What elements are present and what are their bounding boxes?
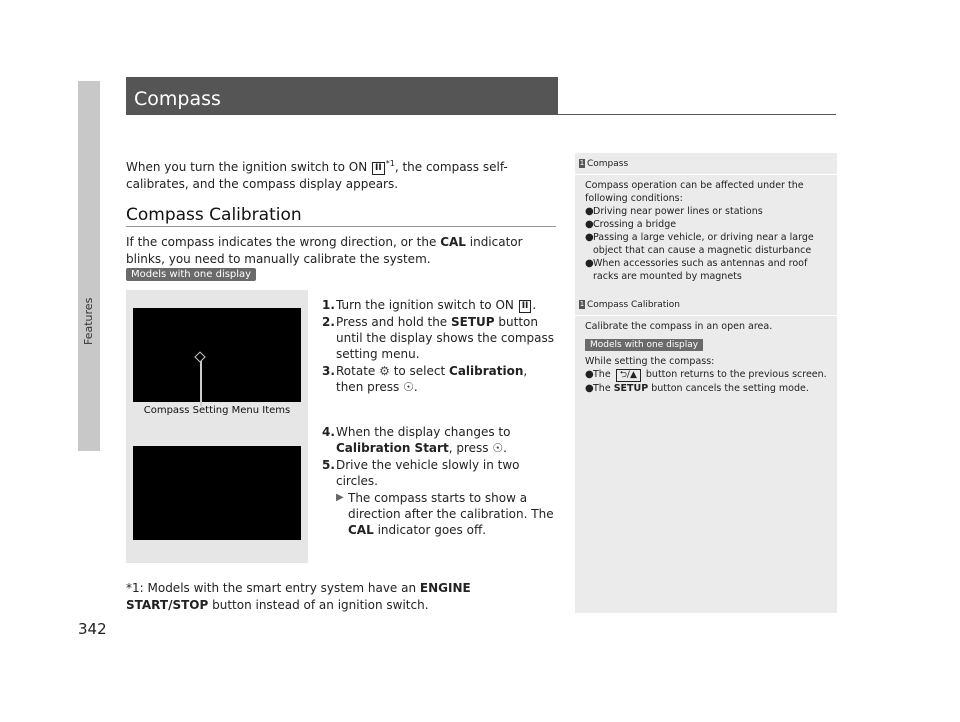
result-text-a: The compass starts to show a direction after the calibration. The: [348, 491, 554, 521]
intro-text-a: When you turn the ignition switch to ON: [126, 160, 372, 174]
step-1-text: Turn the ignition switch to ON: [336, 298, 518, 312]
step-text: [336, 314, 558, 362]
list-item-text: Passing a large vehicle, or driving near a large object that can cause a magnetic disturbance: [593, 232, 814, 256]
list-item: [585, 231, 827, 257]
page-number: 342: [78, 620, 107, 638]
step-3-text-a: Rotate: [336, 364, 380, 378]
step-2-text-b: button until the display shows the compass setting menu.: [336, 315, 555, 361]
note-calibration: [575, 297, 837, 395]
list-item: [585, 205, 827, 218]
result-text-b: indicator goes off.: [373, 523, 487, 537]
item-text-b: button returns to the previous screen.: [642, 369, 827, 380]
back-button-icon: ⮌/▲: [616, 369, 641, 382]
calibration-text-a: If the compass indicates the wrong direction, or the: [126, 235, 441, 249]
header-rule: [126, 114, 836, 115]
intro-text-b: , the compass self-calibrates, and the compass display appears.: [126, 160, 508, 191]
setup-button-label: SETUP: [451, 315, 495, 329]
steps-list-1: [322, 297, 558, 396]
display-screen: [133, 308, 301, 402]
selector-knob-icon: ⚙: [379, 364, 390, 378]
display-screen: [133, 446, 301, 540]
note-body: [575, 316, 837, 395]
list-item: [585, 257, 827, 283]
press-knob-icon: ☉: [492, 441, 504, 455]
calibration-intro: [126, 234, 556, 268]
note-header: [575, 297, 837, 316]
calibration-start-label: Calibration Start: [336, 441, 449, 455]
step-5-text: Drive the vehicle slowly in two circles.: [336, 458, 520, 488]
bullet-icon: ●: [585, 219, 594, 230]
section-title-calibration: Compass Calibration: [126, 205, 302, 225]
step-number: 2.: [322, 315, 335, 329]
note-intro: Compass operation can be affected under the following conditions:: [585, 180, 804, 204]
item-text-a: The: [593, 369, 614, 380]
step-3: [322, 363, 558, 395]
step-number: 3.: [322, 364, 335, 378]
ignition-on-symbol: II: [372, 162, 385, 175]
section-label: Features: [82, 297, 95, 345]
callout-line: [200, 356, 202, 406]
step-3-end: .: [413, 380, 418, 394]
result-text: [348, 490, 558, 538]
step-2: [322, 314, 558, 362]
section-tab: [78, 81, 100, 451]
list-item-text: Crossing a bridge: [593, 219, 677, 230]
note-header: [575, 156, 837, 175]
list-item: [585, 218, 827, 231]
list-item: [585, 382, 827, 395]
ignition-on-symbol: II: [519, 300, 532, 313]
step-4-text-a: When the display changes to: [336, 425, 511, 439]
step-number: 1.: [322, 298, 335, 312]
list-item-text: [593, 368, 827, 382]
list-item-text: [593, 382, 809, 395]
item-text-a: The: [593, 383, 614, 394]
note-line: While setting the compass:: [585, 356, 715, 367]
footnote: [126, 580, 556, 614]
models-badge: Models with one display: [126, 268, 256, 281]
note-title: Compass: [587, 159, 629, 169]
step-3-text-c: , then press: [336, 364, 528, 394]
step-4-end: .: [503, 441, 507, 455]
page-title: Compass: [134, 88, 221, 110]
footnote-text-b: button instead of an ignition switch.: [208, 598, 429, 612]
step-text: [336, 424, 558, 456]
item-text-b: button cancels the setting mode.: [648, 383, 809, 394]
engine-start-stop-label: ENGINE START/STOP: [126, 581, 471, 612]
list-item-text: Driving near power lines or stations: [593, 206, 763, 217]
intro-paragraph: [126, 155, 556, 193]
note-compass: [575, 156, 837, 283]
step-4-text-b: , press: [448, 441, 493, 455]
footnote-ref: *1: [385, 159, 395, 168]
step-5-result: [322, 490, 558, 538]
step-2-text-a: Press and hold the: [336, 315, 452, 329]
step-4: [322, 424, 558, 456]
step-1: [322, 297, 558, 313]
step-3-text-b: to select: [389, 364, 450, 378]
setup-button-label: SETUP: [613, 383, 649, 394]
step-number: 4.: [322, 425, 335, 439]
step-5: [322, 457, 558, 489]
result-arrow-icon: ▶: [336, 492, 344, 503]
press-knob-icon: ☉: [403, 380, 414, 394]
note-number: 1: [579, 300, 585, 308]
footnote-text-a: *1: Models with the smart entry system have an: [126, 581, 420, 595]
screen-panel-calibration: [126, 424, 308, 563]
step-number: 5.: [322, 458, 335, 472]
calibration-text-b: indicator blinks, you need to manually calibrate the system.: [126, 235, 523, 266]
step-text: [336, 363, 558, 395]
note-line: Calibrate the compass in an open area.: [585, 321, 773, 332]
list-item-text: When accessories such as antennas and roof racks are mounted by magnets: [593, 258, 808, 282]
cal-indicator-label: CAL: [440, 235, 466, 249]
models-badge: Models with one display: [585, 339, 703, 351]
screen-caption: Compass Setting Menu Items: [143, 405, 291, 416]
calibration-option-label: Calibration: [449, 364, 524, 378]
bullet-icon: ●: [585, 206, 594, 217]
bullet-icon: ●: [585, 369, 594, 380]
steps-list-2: [322, 424, 558, 538]
bullet-icon: ●: [585, 258, 594, 269]
step-1-end: .: [532, 298, 537, 312]
section-rule: [126, 226, 556, 227]
bullet-icon: ●: [585, 383, 594, 394]
note-body: [575, 175, 837, 283]
list-item: [585, 368, 827, 382]
cal-indicator-label: CAL: [348, 523, 374, 537]
screen-panel-menu: [126, 290, 308, 424]
note-number: 1: [579, 159, 585, 167]
bullet-icon: ●: [585, 232, 594, 243]
note-title: Compass Calibration: [587, 300, 680, 310]
step-text: [336, 297, 558, 313]
